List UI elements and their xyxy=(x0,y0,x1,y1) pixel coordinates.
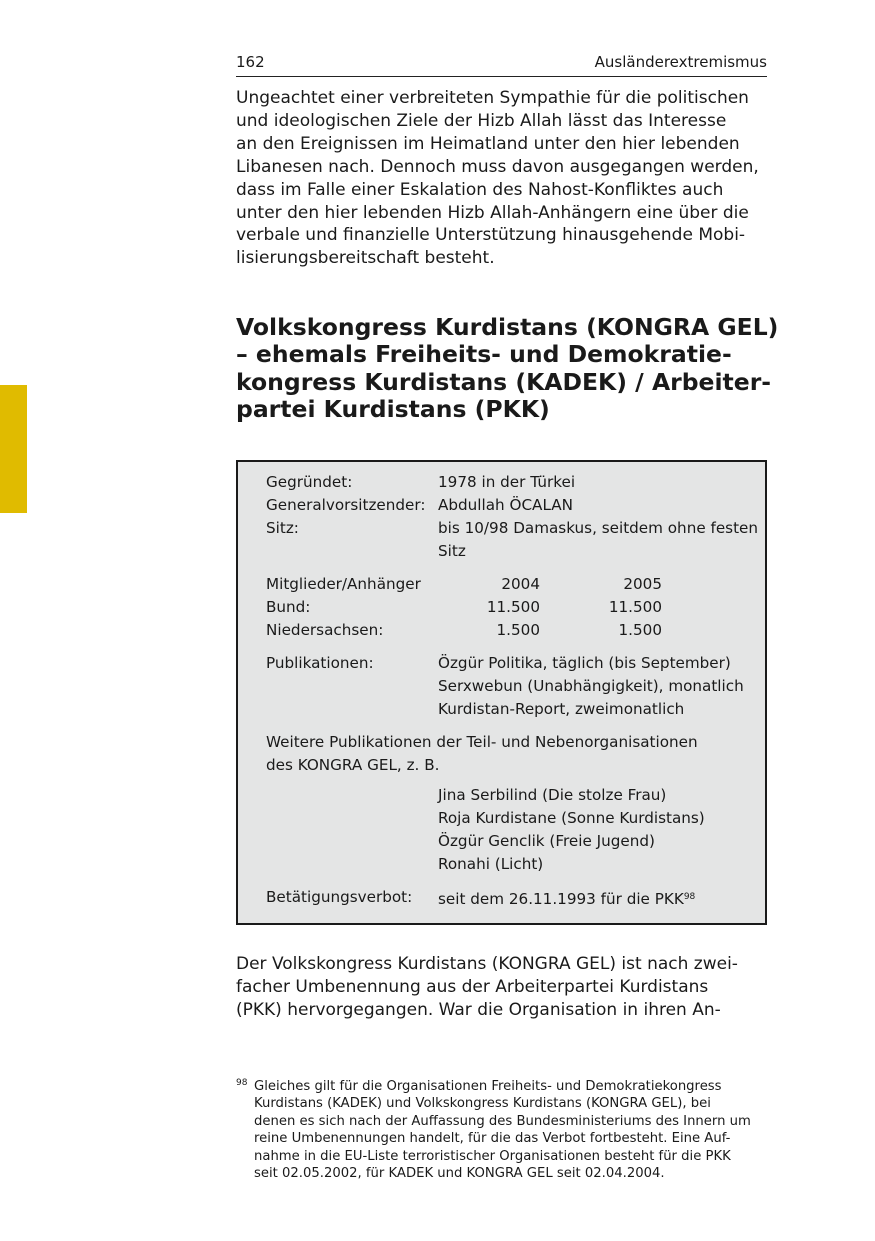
text-line: an den Ereignissen im Heimatland unter den hier lebenden xyxy=(236,133,740,154)
intro-paragraph xyxy=(236,87,776,270)
text-line: Der Volkskongress Kurdistans (KONGRA GEL) ist nach zwei- xyxy=(236,954,738,974)
seat-value: bis 10/98 Damaskus, seitdem ohne festen xyxy=(438,519,759,537)
section-heading xyxy=(236,313,779,424)
ban-value xyxy=(438,886,695,911)
text-line: Ungeachtet einer verbreiteten Sympathie für die politischen xyxy=(236,88,749,108)
ban-label: Betätigungsverbot: xyxy=(266,888,413,906)
further-publication-item: Özgür Genclik (Freie Jugend) xyxy=(438,832,655,850)
further-publications-intro: Weitere Publikationen der Teil- und Nebenorganisationen xyxy=(266,733,698,751)
chair-label: Generalvorsitzender: xyxy=(266,496,426,514)
footnote-line: denen es sich nach der Auffassung des Bundesministeriums des Innern um xyxy=(254,1113,751,1129)
text-line: facher Umbenennung aus der Arbeiterpartei Kurdistans xyxy=(236,976,709,997)
text-line: und ideologischen Ziele der Hizb Allah lässt das Interesse xyxy=(236,110,727,131)
heading-line: Volkskongress Kurdistans (KONGRA GEL) xyxy=(236,313,779,341)
niedersachsen-label: Niedersachsen: xyxy=(266,621,384,639)
fact-box xyxy=(236,460,767,925)
further-publication-item: Jina Serbilind (Die stolze Frau) xyxy=(438,786,667,804)
further-publication-item: Roja Kurdistane (Sonne Kurdistans) xyxy=(438,809,705,827)
page-number: 162 xyxy=(236,53,265,71)
further-publication-item: Ronahi (Licht) xyxy=(438,855,544,873)
bund-2005-value: 11.500 xyxy=(608,598,662,616)
page-header xyxy=(236,52,767,77)
text-line: lisierungsbereitschaft besteht. xyxy=(236,248,495,269)
publication-item: Özgür Politika, täglich (bis September) xyxy=(438,654,731,672)
seat-value-cont: Sitz xyxy=(438,542,466,560)
footnote-marker: 98 xyxy=(236,1078,248,1088)
members-label: Mitglieder/Anhänger xyxy=(266,575,421,593)
footnote-line: reine Umbenennungen handelt, für die das Verbot fortbesteht. Eine Auf- xyxy=(254,1131,731,1147)
text-line: unter den hier lebenden Hizb Allah-Anhängern eine über die xyxy=(236,202,749,223)
text-line: dass im Falle einer Eskalation des Nahost-Konfliktes auch xyxy=(236,179,724,200)
year-2004-header: 2004 xyxy=(501,575,540,593)
footnote-line: Kurdistans (KADEK) und Volkskongress Kurdistans (KONGRA GEL), bei xyxy=(254,1096,711,1112)
niedersachsen-2004-value: 1.500 xyxy=(496,621,540,639)
heading-line: partei Kurdistans (PKK) xyxy=(236,395,550,424)
bund-2004-value: 11.500 xyxy=(486,598,540,616)
year-2005-header: 2005 xyxy=(623,575,662,593)
chapter-color-tab xyxy=(0,385,27,513)
founded-label: Gegründet: xyxy=(266,473,353,491)
body-paragraph xyxy=(236,953,776,1022)
footnote-reference: 98 xyxy=(683,892,696,902)
text-line: (PKK) hervorgegangen. War die Organisation in ihren An- xyxy=(236,999,721,1020)
heading-line: – ehemals Freiheits- und Demokratie- xyxy=(236,340,732,369)
text-line: Libanesen nach. Dennoch muss davon ausgegangen werden, xyxy=(236,156,759,177)
ban-text: seit dem 26.11.1993 für die PKK xyxy=(438,890,684,908)
publication-item: Serxwebun (Unabhängigkeit), monatlich xyxy=(438,677,744,695)
text-line: verbale und finanzielle Unterstützung hinausgehende Mobi- xyxy=(236,225,746,246)
publication-item: Kurdistan-Report, zweimonatlich xyxy=(438,700,685,718)
footnote-line: Gleiches gilt für die Organisationen Freiheits- und Demokratiekongress xyxy=(254,1079,722,1094)
running-head: Ausländerextremismus xyxy=(594,53,767,71)
footnote-line: seit 02.05.2002, für KADEK und KONGRA GEL seit 02.04.2004. xyxy=(254,1166,665,1182)
footnote-line: nahme in die EU-Liste terroristischer Organisationen besteht für die PKK xyxy=(254,1148,731,1164)
further-publications-intro-cont: des KONGRA GEL, z. B. xyxy=(266,756,440,774)
niedersachsen-2005-value: 1.500 xyxy=(618,621,662,639)
founded-value: 1978 in der Türkei xyxy=(438,473,576,491)
footnote-text xyxy=(254,1078,751,1182)
chair-value: Abdullah ÖCALAN xyxy=(438,496,574,514)
heading-line: kongress Kurdistans (KADEK) / Arbeiter- xyxy=(236,367,772,396)
publications-label: Publikationen: xyxy=(266,654,374,672)
seat-label: Sitz: xyxy=(266,519,299,537)
bund-label: Bund: xyxy=(266,598,311,616)
